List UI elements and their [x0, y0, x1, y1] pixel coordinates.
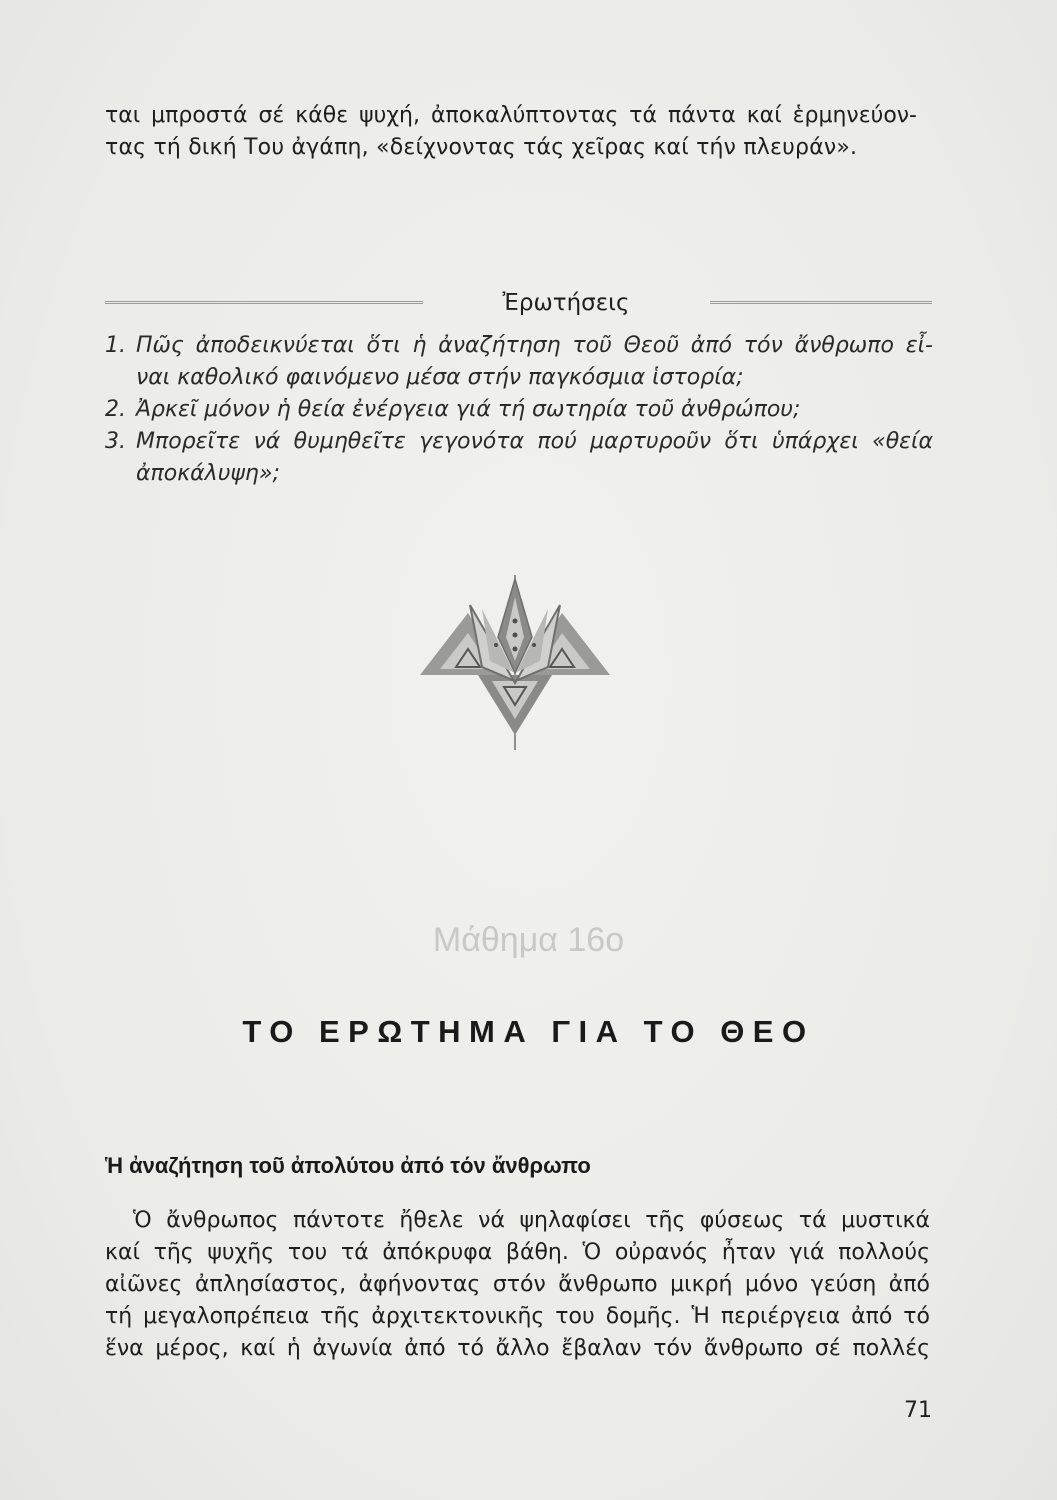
left-rule-divider: [105, 301, 423, 304]
intro-line: ται μπροστά σέ κάθε ψυχή, ἀποκαλύπτοντας τά πάντα καί ἑρμηνεύον-: [105, 103, 917, 128]
question-line: Πῶς ἀποδεικνύεται ὅτι ἡ ἀναζήτηση τοῦ Θεοῦ ἀπό τόν ἄνθρωπο εἶ-: [136, 333, 933, 358]
question-line: Ἀρκεῖ μόνον ἡ θεία ἐνέργεια γιά τή σωτηρία τοῦ ἀνθρώπου;: [136, 397, 801, 422]
question-item: [105, 426, 933, 490]
question-line: ναι καθολικό φαινόμενο μέσα στήν παγκόσμια ἱστορία;: [136, 365, 744, 390]
question-item: [105, 394, 933, 426]
questions-header: [105, 286, 932, 320]
page-number: 71: [904, 1398, 932, 1423]
triangular-crown-ornament-icon: [420, 575, 610, 750]
question-line: Μπορεῖτε νά θυμηθεῖτε γεγονότα πού μαρτυροῦν ὅτι ὑπάρχει «θεία: [136, 429, 933, 454]
body-paragraph: [105, 1205, 940, 1365]
question-number: 1.: [105, 333, 126, 358]
section-heading: Ἡ ἀναζήτηση τοῦ ἀπολύτου ἀπό τόν ἄνθρωπο: [105, 1153, 591, 1178]
question-item: [105, 330, 933, 394]
lesson-title: ΤΟ ΕΡΩΤΗΜΑ ΓΙΑ ΤΟ ΘΕΟ: [242, 1014, 815, 1049]
intro-line: τας τή δική Του ἀγάπη, «δείχνοντας τάς χεῖρας καί τήν πλευράν».: [105, 135, 858, 160]
body-line: τή μεγαλοπρέπεια τῆς ἀρχιτεκτονικῆς του δομῆς. Ἡ περιέργεια ἀπό τό: [105, 1304, 930, 1329]
body-line: καί τῆς ψυχῆς του τά ἀπόκρυφα βάθη. Ὁ οὐρανός ἦταν γιά πολλούς: [105, 1240, 930, 1265]
question-line: ἀποκάλυψη»;: [136, 461, 280, 486]
question-number: 2.: [105, 397, 126, 422]
question-number: 3.: [105, 429, 126, 454]
intro-paragraph: [105, 100, 940, 164]
lesson-number-label: Μάθημα 16ο: [432, 921, 625, 959]
body-line: αἰῶνες ἀπλησίαστος, ἀφήνοντας στόν ἄνθρωπο μικρή μόνο γεύση ἀπό: [105, 1272, 930, 1297]
questions-heading: Ἐρωτήσεις: [502, 290, 630, 316]
questions-list: [105, 330, 940, 490]
body-line: ἕνα μέρος, καί ἡ ἀγωνία ἀπό τό ἄλλο ἔβαλαν τόν ἄνθρωπο σέ πολλές: [105, 1336, 930, 1361]
body-line: Ὁ ἄνθρωπος πάντοτε ἤθελε νά ψηλαφίσει τῆς φύσεως τά μυστικά: [133, 1208, 930, 1233]
right-rule-divider: [710, 301, 932, 304]
